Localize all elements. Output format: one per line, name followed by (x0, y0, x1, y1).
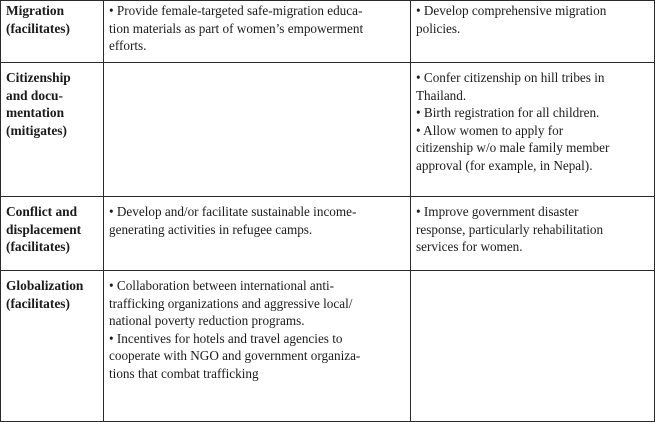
bullet-line: efforts. (109, 38, 147, 54)
factor-line: mentation (6, 105, 65, 121)
bullet-line: services for women. (416, 239, 523, 255)
community-cell-conflict (104, 197, 411, 271)
bullet-line: generating activities in refugee camps. (109, 221, 313, 237)
bullet-item (416, 122, 648, 175)
bullet-line: approval (for example, in Nepal). (416, 157, 593, 173)
government-cell-migration (411, 1, 655, 63)
government-cell-conflict (411, 197, 655, 271)
bullet-line: policies. (416, 20, 461, 36)
factor-line: Migration (6, 3, 65, 18)
factor-cell-globalization (1, 271, 104, 422)
community-cell-citizenship (104, 63, 411, 197)
bullet-item (416, 2, 648, 37)
bullet-line: tion materials as part of women’s empowerment (109, 20, 364, 36)
bullet-line: • Develop and/or facilitate sustainable income- (109, 204, 357, 219)
factor-line: (mitigates) (6, 122, 67, 138)
factor-cell-conflict (1, 197, 104, 271)
factor-cell-migration (1, 1, 104, 63)
factor-cell-citizenship (1, 63, 104, 197)
bullet-item (109, 203, 404, 238)
bullet-line: citizenship w/o male family member (416, 140, 610, 156)
bullet-line: national poverty reduction programs. (109, 313, 305, 329)
bullet-line: • Provide female-targeted safe-migration educa- (109, 3, 363, 18)
bullet-line: • Birth registration for all children. (416, 105, 600, 121)
bullet-line: • Develop comprehensive migration (416, 3, 607, 18)
bullet-line: response, particularly rehabilitation (416, 221, 604, 237)
bullet-line: Thailand. (416, 87, 467, 103)
bullet-line: • Allow women to apply for (416, 122, 564, 138)
bullet-item (109, 2, 404, 55)
bullet-item (416, 203, 648, 256)
table-row-citizenship (1, 63, 655, 197)
bullet-item (109, 330, 404, 383)
bullet-line: tions that combat trafficking (109, 365, 259, 381)
factor-line: Citizenship (6, 70, 71, 85)
bullet-line: trafficking organizations and aggressive local/ (109, 295, 353, 311)
bullet-line: • Improve government disaster (416, 204, 579, 219)
factor-line: Globalization (6, 278, 84, 293)
bullet-line: • Incentives for hotels and travel agencies to (109, 330, 343, 346)
community-cell-migration (104, 1, 411, 63)
community-cell-globalization (104, 271, 411, 422)
bullet-line: • Confer citizenship on hill tribes in (416, 70, 605, 85)
factor-line: Conflict and (6, 204, 78, 219)
factor-line: and docu- (6, 87, 63, 103)
factor-line: (facilitates) (6, 239, 70, 255)
factor-line: displacement (6, 221, 82, 237)
bullet-item (416, 69, 648, 104)
bullet-line: cooperate with NGO and government organiza- (109, 348, 361, 364)
table-row-migration (1, 1, 655, 63)
table-row-globalization (1, 271, 655, 422)
bullet-item (109, 277, 404, 330)
table-row-conflict (1, 197, 655, 271)
government-cell-citizenship (411, 63, 655, 197)
government-cell-globalization (411, 271, 655, 422)
factor-line: (facilitates) (6, 295, 70, 311)
factor-line: (facilitates) (6, 20, 70, 36)
bullet-line: • Collaboration between international anti- (109, 278, 335, 293)
bullet-item (416, 104, 648, 122)
